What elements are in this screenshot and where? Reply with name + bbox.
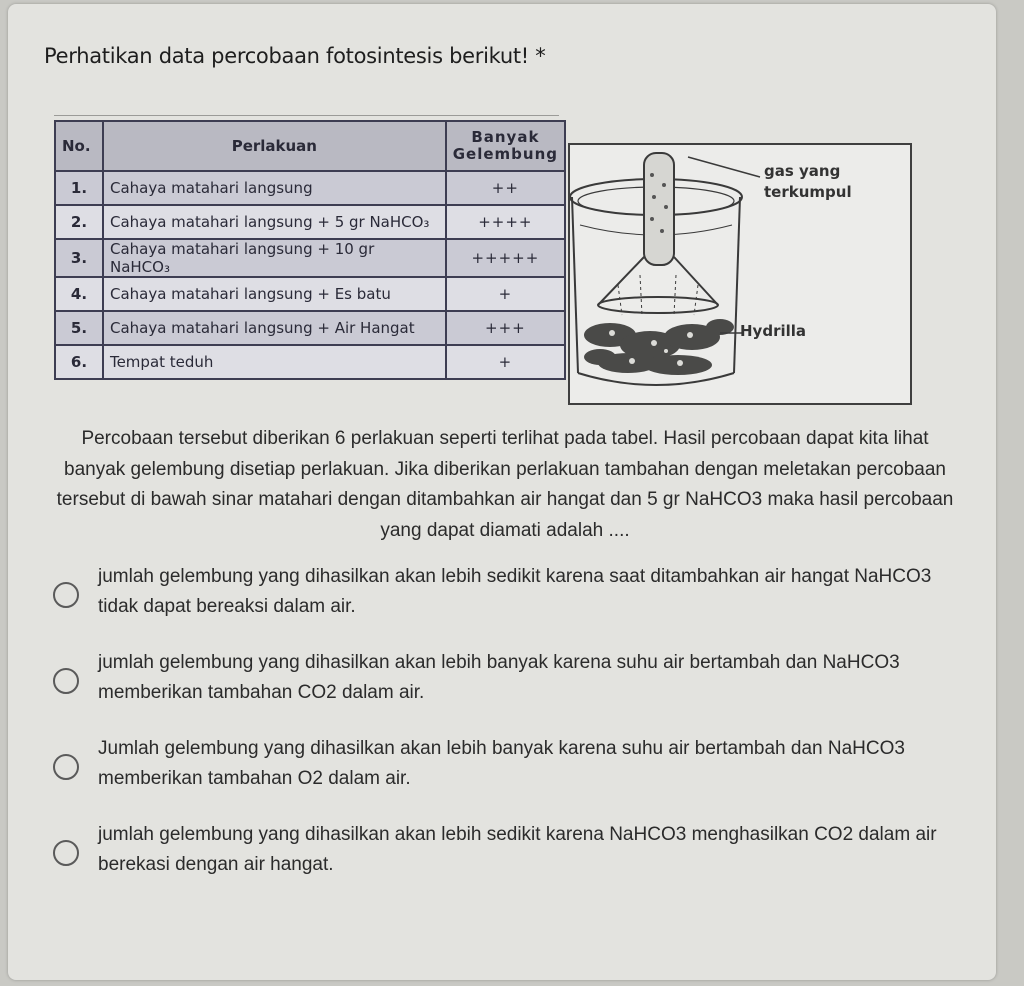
row-treatment: Cahaya matahari langsung + Es batu [103, 277, 446, 311]
option-label: Jumlah gelembung yang dihasilkan akan lebih banyak karena suhu air bertambah dan NaHCO3 memberikan tambahan O2 dalam air. [98, 738, 905, 789]
row-bubbles: + [446, 277, 565, 311]
option-label: jumlah gelembung yang dihasilkan akan lebih banyak karena suhu air bertambah dan NaHCO3 memberikan tambahan CO2 dalam air. [98, 652, 900, 703]
row-bubbles: +++ [446, 311, 565, 345]
radio-button[interactable] [53, 668, 79, 694]
row-no: 2. [55, 205, 103, 239]
row-bubbles: ++++ [446, 205, 565, 239]
answer-option-2[interactable] [50, 652, 950, 718]
row-bubbles: ++ [446, 171, 565, 205]
table-row [55, 277, 565, 311]
header-no: No. [55, 121, 103, 171]
option-label: jumlah gelembung yang dihasilkan akan lebih sedikit karena NaHCO3 menghasilkan CO2 dalam air berekasi dengan air hangat. [98, 824, 937, 875]
answer-option-3[interactable] [50, 738, 950, 804]
row-treatment: Tempat teduh [103, 345, 446, 379]
table-header-row [55, 121, 565, 171]
gas-pointer-line [688, 157, 760, 177]
question-body: Percobaan tersebut diberikan 6 perlakuan seperti terlihat pada tabel. Hasil percobaan dapat kita lihat banyak gelembung disetiap perlakuan. Jika diberikan perlakuan tambahan dengan meletakan percobaan tersebut di bawah sinar matahari dengan ditambahkan air hangat dan 5 gr NaHCO3 maka hasil percobaan yang dapat diamati adalah .... [56, 428, 954, 541]
answer-option-4[interactable] [50, 824, 950, 890]
answer-option-1[interactable] [50, 566, 950, 632]
header-bubbles: Banyak Gelembung [446, 121, 565, 171]
option-label: jumlah gelembung yang dihasilkan akan lebih sedikit karena saat ditambahkan air hangat NaHCO3 tidak dapat bereaksi dalam air. [98, 566, 932, 617]
radio-button[interactable] [53, 754, 79, 780]
row-treatment: Cahaya matahari langsung + Air Hangat [103, 311, 446, 345]
row-treatment: Cahaya matahari langsung + 5 gr NaHCO₃ [103, 205, 446, 239]
hydrilla-plant [584, 319, 734, 375]
row-no: 1. [55, 171, 103, 205]
row-no: 5. [55, 311, 103, 345]
table-row [55, 311, 565, 345]
row-no: 3. [55, 239, 103, 277]
gas-collected-label: gas yang terkumpul [764, 162, 852, 201]
table-row [55, 171, 565, 205]
row-bubbles: + [446, 345, 565, 379]
row-bubbles: +++++ [446, 239, 565, 277]
table-row [55, 239, 565, 277]
row-no: 4. [55, 277, 103, 311]
row-treatment: Cahaya matahari langsung [103, 171, 446, 205]
experiment-table [54, 120, 566, 380]
radio-button[interactable] [53, 840, 79, 866]
header-treatment: Perlakuan [103, 121, 446, 171]
radio-button[interactable] [53, 582, 79, 608]
hydrilla-label: Hydrilla [740, 322, 807, 340]
row-treatment: Cahaya matahari langsung + 10 gr NaHCO₃ [103, 239, 446, 277]
test-tube [644, 153, 674, 265]
table-row [55, 205, 565, 239]
row-no: 6. [55, 345, 103, 379]
question-title: Perhatikan data percobaan fotosintesis berikut! * [44, 44, 546, 68]
title-divider [54, 115, 559, 116]
table-row [55, 345, 565, 379]
